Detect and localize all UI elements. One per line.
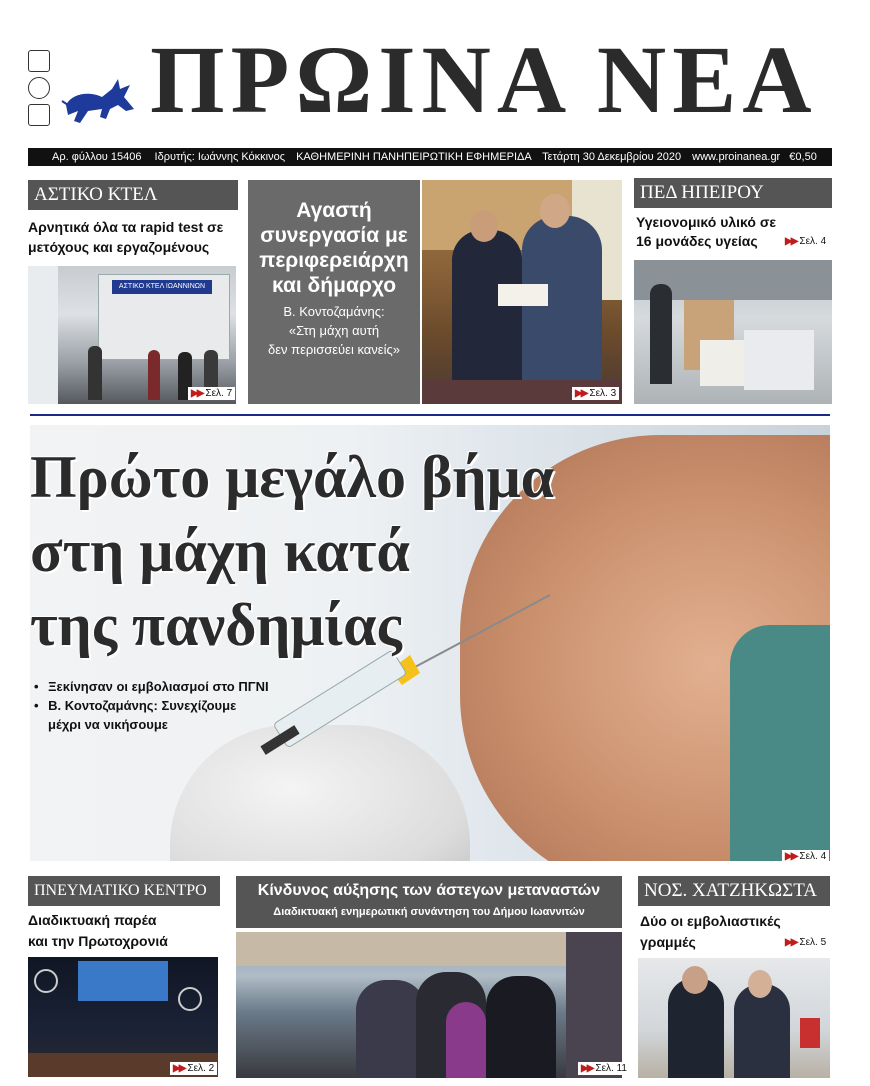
main-bullet-1: • Ξεκίνησαν οι εμβολιασμοί στο ΠΓΝΙ	[34, 679, 269, 694]
section-pnevmatiko: ΠΝΕΥΜΑΤΙΚΟ ΚΕΝΤΡΟ	[28, 876, 220, 906]
headline-center-3: περιφερειάρχη	[259, 249, 409, 272]
headline-center-2: συνεργασία με	[260, 224, 408, 247]
page-ref-center[interactable]: ▶▶ Σελ. 3	[572, 387, 619, 400]
founder: Ιδρυτής: Ιωάννης Κόκκινος	[154, 151, 286, 163]
headline-pnevmatiko-2: και την Πρωτοχρονιά	[28, 933, 168, 949]
section-ped-ipeirou: ΠΕΔ ΗΠΕΙΡΟΥ	[634, 178, 832, 208]
quote-center-1: Β. Κοντοζαμάνης:	[283, 304, 385, 319]
page-ref-pnevmatiko[interactable]: ▶▶ Σελ. 2	[170, 1062, 217, 1075]
goat-logo-icon	[60, 75, 140, 130]
page-arrow-icon: ▶▶	[785, 851, 797, 862]
quote-center-2: «Στη μάχη αυτή	[288, 323, 380, 338]
page-ref-nos[interactable]: ▶▶ Σελ. 5	[782, 936, 829, 949]
page-ref-metanastes[interactable]: ▶▶ Σελ. 11	[578, 1062, 630, 1075]
quote-center-3: δεν περισσεύει κανείς»	[268, 342, 400, 357]
headline-nos-2: γραμμές	[640, 934, 696, 950]
tagline: ΚΑΘΗΜΕΡΙΝΗ ΠΑΝΗΠΕΙΡΩΤΙΚΗ ΕΦΗΜΕΡΙΔΑ	[296, 151, 532, 163]
issue-date: Τετάρτη 30 Δεκεμβρίου 2020	[542, 151, 682, 163]
main-bullet-2: • Β. Κοντοζαμάνης: Συνεχίζουμε	[34, 698, 237, 713]
section-astiko-ktel: ΑΣΤΙΚΟ ΚΤΕΛ	[28, 180, 238, 210]
main-title-line-2: στη μάχη κατά	[30, 518, 410, 584]
headline-center-1: Αγαστή	[296, 199, 372, 222]
headline-astiko-2: μετόχους και εργαζομένους	[28, 239, 210, 255]
section-divider	[30, 414, 830, 416]
page-arrow-icon: ▶▶	[173, 1063, 185, 1074]
info-bar	[28, 148, 832, 166]
subheadline-metanastes: Διαδικτυακή ενημερωτική συνάντηση του Δήμου Ιωαννιτών	[273, 906, 585, 918]
page-arrow-icon: ▶▶	[575, 388, 587, 399]
photo-migrants	[236, 932, 622, 1078]
headline-astiko-1: Αρνητικά όλα τα rapid test σε	[28, 219, 224, 235]
page-arrow-icon: ▶▶	[785, 236, 797, 247]
headline-nos-1: Δύο οι εμβολιαστικές	[640, 913, 781, 929]
seal-icon	[28, 50, 50, 72]
page-ref-astiko[interactable]: ▶▶ Σελ. 7	[188, 387, 235, 400]
main-title-line-3: της πανδημίας	[30, 592, 402, 658]
page-ref-main[interactable]: ▶▶ Σελ. 4	[782, 850, 829, 863]
photo-warehouse-supplies	[634, 260, 832, 404]
page-arrow-icon: ▶▶	[191, 388, 203, 399]
seal-icon	[28, 77, 50, 99]
main-title-line-1: Πρώτο μεγάλο βήμα	[30, 444, 555, 510]
side-badges	[28, 50, 54, 128]
headline-center-4: και δήμαρχο	[271, 274, 397, 297]
headline-pnevmatiko-1: Διαδικτυακή παρέα	[28, 912, 157, 928]
ktel-sign: ΑΣΤΙΚΟ ΚΤΕΛ ΙΩΑΝΝΙΝΩΝ	[112, 280, 212, 294]
seal-icon	[28, 104, 50, 126]
newspaper-title: ΠΡΩΙΝΑ ΝΕΑ	[150, 26, 818, 133]
headline-metanastes: Κίνδυνος αύξησης των άστεγων μεταναστών	[257, 882, 601, 899]
page-ref-ped[interactable]: ▶▶ Σελ. 4	[782, 235, 829, 248]
photo-officials-meeting	[422, 180, 622, 404]
main-bullet-2-cont: μέχρι να νικήσουμε	[48, 717, 168, 732]
headline-ped-1: Υγειονομικό υλικό σε	[636, 214, 777, 230]
center-top-text	[248, 198, 420, 359]
section-nos-xatzikosta: ΝΟΣ. ΧΑΤΖΗΚΩΣΤΑ	[638, 876, 830, 906]
page-arrow-icon: ▶▶	[581, 1063, 593, 1074]
page-arrow-icon: ▶▶	[785, 937, 797, 948]
headline-ped-2: 16 μονάδες υγείας	[636, 233, 758, 249]
photo-concert	[28, 957, 218, 1077]
photo-ktel-building	[28, 266, 236, 404]
photo-hospital-officials	[638, 958, 830, 1078]
price: €0,50	[789, 151, 817, 163]
website: www.proinanea.gr	[692, 151, 781, 163]
issue-number: Αρ. φύλλου 15406	[52, 151, 142, 163]
